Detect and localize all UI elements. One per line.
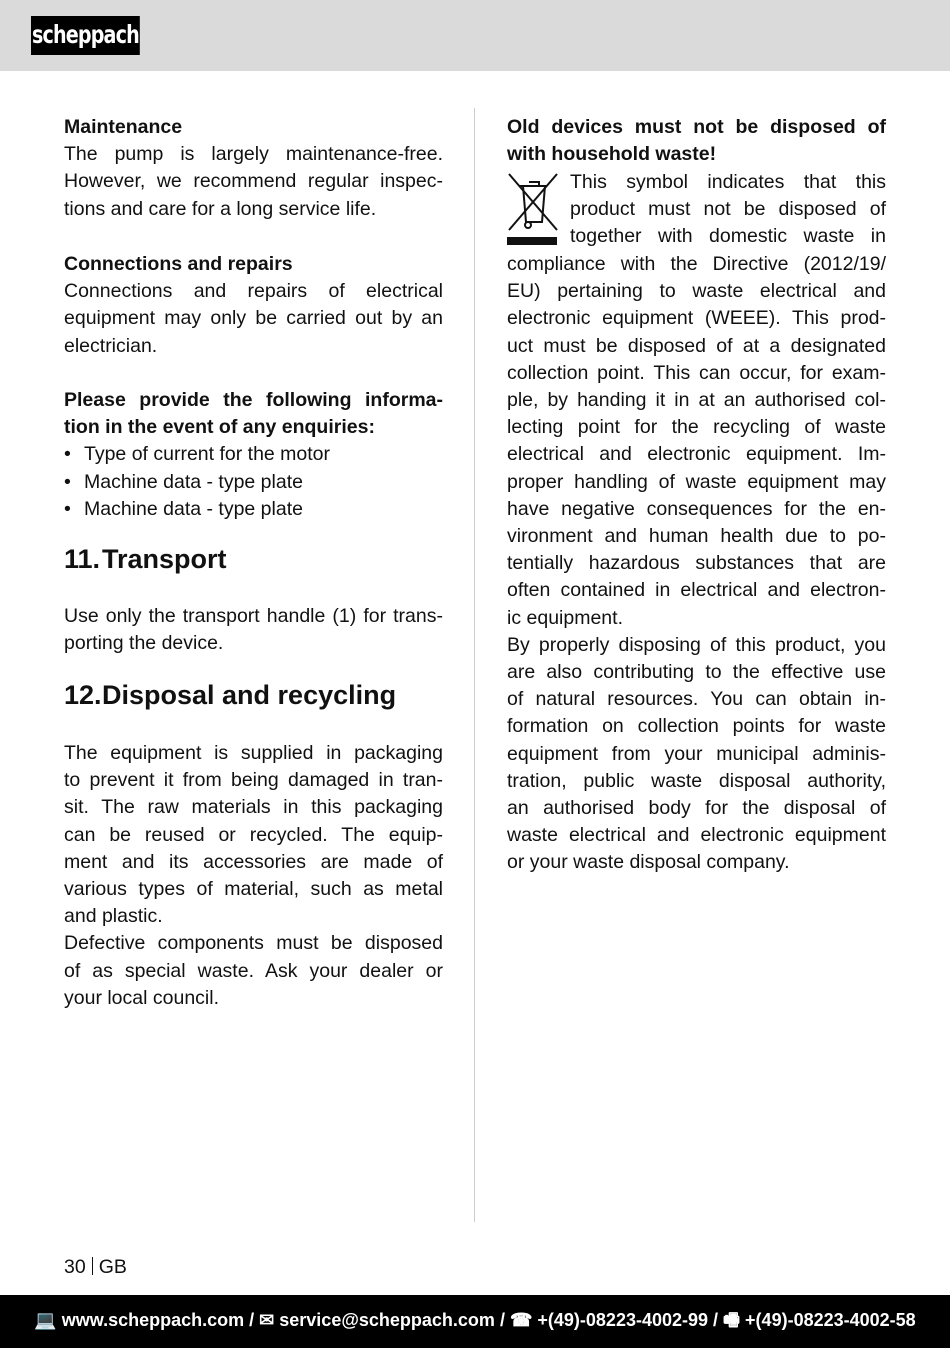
footer-website[interactable]: www.scheppach.com <box>61 1310 245 1330</box>
weee-text <box>507 251 886 877</box>
text-line: formation on collection points for waste <box>507 715 886 738</box>
header <box>0 0 950 71</box>
enquiries-heading <box>64 387 443 441</box>
section-title: Disposal and recycling <box>102 680 397 710</box>
section-number: 11. <box>64 544 101 574</box>
text-line: Defective components must be disposed <box>64 932 443 955</box>
disposal-text <box>64 740 443 1012</box>
text-line: Please provide the following informa- <box>64 389 443 411</box>
text-line: proper handling of waste equipment may <box>507 470 886 493</box>
text-line: Use only the transport handle (1) for trans- <box>64 605 443 627</box>
section-number: 12. <box>64 680 102 710</box>
bullet-item: • Machine data - type plate <box>64 496 443 523</box>
text-line: uct must be disposed of at a designated <box>507 334 886 357</box>
page-language: GB <box>98 1256 127 1278</box>
text-line: product must not be disposed of <box>570 198 886 221</box>
separator: / <box>244 1310 260 1330</box>
text-line: electronic equipment (WEEE). This prod- <box>507 307 886 330</box>
text-line: ment and its accessories are made of <box>64 850 443 873</box>
text-line: ic equipment. <box>507 606 623 629</box>
text-line: porting the device. <box>64 632 224 655</box>
text-line: Old devices must not be disposed of <box>507 116 886 138</box>
weee-symbol-text <box>570 169 886 251</box>
text-line: or your waste disposal company. <box>507 851 790 874</box>
phone-icon: ☎ <box>509 1310 533 1330</box>
crossed-out-wheelie-bin-icon <box>507 172 559 248</box>
connections-heading: Connections and repairs <box>64 253 293 275</box>
text-line: waste electrical and electronic equipment <box>507 824 886 847</box>
maintenance-heading: Maintenance <box>64 116 183 138</box>
text-line: However, we recommend regular inspec- <box>64 170 443 193</box>
text-line: electrical and electronic equipment. Im- <box>507 443 886 466</box>
text-line: and plastic. <box>64 905 163 928</box>
footer-email[interactable]: service@scheppach.com <box>279 1310 495 1330</box>
section-title: Transport <box>102 544 227 574</box>
maintenance-text <box>64 141 443 223</box>
page-number <box>64 1256 127 1279</box>
footer <box>0 1295 950 1348</box>
text-line: EU) pertaining to waste electrical and <box>507 280 886 303</box>
text-line: compliance with the Directive (2012/19/ <box>507 253 886 275</box>
text-line: together with domestic waste in <box>570 225 886 248</box>
text-line: The pump is largely maintenance-free. <box>64 143 443 166</box>
computer-icon: 💻 <box>34 1310 57 1330</box>
footer-phone: +(49)-08223-4002-99 <box>537 1310 709 1330</box>
text-line: ple, by handing it in at an authorised col- <box>507 389 886 412</box>
connections-section <box>64 251 443 360</box>
weee-heading <box>507 114 886 168</box>
text-line: tentially hazardous substances that are <box>507 552 886 575</box>
section-heading-disposal <box>64 680 396 711</box>
text-line: with household waste! <box>507 143 717 166</box>
text-line: often contained in electrical and electron- <box>507 579 886 602</box>
page-number-value: 30 <box>64 1256 86 1278</box>
text-line: equipment may only be carried out by an <box>64 307 443 330</box>
text-line: This symbol indicates that this <box>570 171 886 193</box>
text-line: vironment and human health due to po- <box>507 525 886 548</box>
connections-text <box>64 278 443 360</box>
maintenance-section <box>64 114 443 223</box>
fax-icon: 🖷 <box>723 1310 741 1330</box>
text-line: sit. The raw materials in this packaging <box>64 796 443 819</box>
text-line: of as special waste. Ask your dealer or <box>64 959 443 982</box>
bullet-item: • Type of current for the motor <box>64 441 443 468</box>
mail-icon: ✉ <box>259 1310 275 1330</box>
bullet-text: Type of current for the motor <box>84 443 331 466</box>
text-line: electrician. <box>64 334 158 357</box>
separator: / <box>708 1310 724 1330</box>
text-line: tion in the event of any enquiries: <box>64 416 375 439</box>
text-line: are also contributing to the effective use <box>507 661 886 684</box>
separator: / <box>494 1310 510 1330</box>
text-line: lecting point for the recycling of waste <box>507 416 886 439</box>
text-line: can be reused or recycled. The equip- <box>64 823 443 846</box>
bullet-text: Machine data - type plate <box>84 497 303 520</box>
bullet-text: Machine data - type plate <box>84 470 303 493</box>
scheppach-logo: scheppach <box>31 16 140 55</box>
text-line: By properly disposing of this product, you <box>507 633 886 656</box>
text-line: equipment from your municipal adminis- <box>507 742 886 765</box>
column-divider <box>474 108 475 1222</box>
section-heading-transport <box>64 544 227 575</box>
text-line: tions and care for a long service life. <box>64 197 377 220</box>
text-line: an authorised body for the disposal of <box>507 797 886 820</box>
text-line: tration, public waste disposal authority, <box>507 769 886 792</box>
transport-text <box>64 603 443 657</box>
text-line: various types of material, such as metal <box>64 878 443 901</box>
text-line: of natural resources. You can obtain in- <box>507 688 886 711</box>
enquiries-section <box>64 387 443 523</box>
text-line: Connections and repairs of electrical <box>64 280 443 303</box>
footer-fax: +(49)-08223-4002-58 <box>745 1310 916 1330</box>
bullet-item: • Machine data - type plate <box>64 469 443 496</box>
text-line: The equipment is supplied in packaging <box>64 742 443 764</box>
text-line: collection point. This can occur, for exam- <box>507 361 886 384</box>
text-line: have negative consequences for the en- <box>507 497 886 520</box>
text-line: your local council. <box>64 986 219 1009</box>
text-line: to prevent it from being damaged in tran- <box>64 769 443 792</box>
